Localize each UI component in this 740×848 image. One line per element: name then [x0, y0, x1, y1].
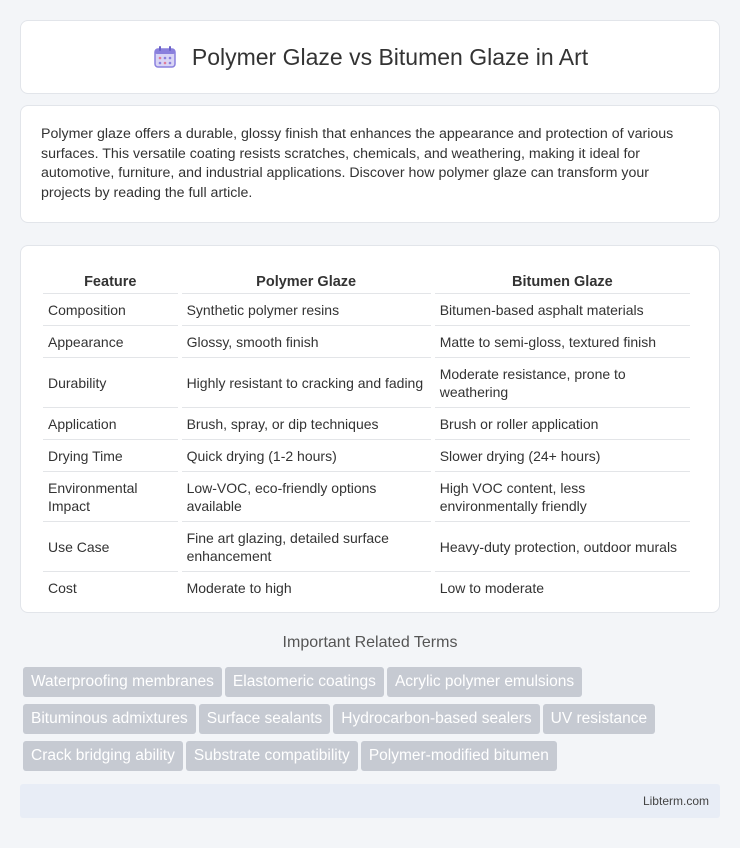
table-cell: Bitumen-based asphalt materials: [435, 293, 690, 324]
table-cell: Brush, spray, or dip techniques: [182, 407, 431, 438]
column-header: Bitumen Glaze: [512, 274, 613, 290]
intro-text: Polymer glaze offers a durable, glossy finish that enhances the appearance and protection of various surfaces. This versatile coating resists scratches, chemicals, and weathering, making it ideal for automotive, furniture, and industrial applications. Discover how polymer glaze can transform your projects by reading the full article.: [41, 126, 674, 201]
related-terms-list: [23, 667, 723, 778]
table-cell: Application: [43, 407, 178, 438]
table-row: [43, 325, 690, 356]
table-row: [43, 521, 690, 570]
table-row: [43, 357, 690, 406]
table-cell: Appearance: [43, 325, 178, 356]
table-row: [43, 293, 690, 324]
related-term-tag[interactable]: Polymer-modified bitumen: [361, 741, 557, 771]
comparison-table-card: [20, 245, 720, 613]
related-term-tag[interactable]: Acrylic polymer emulsions: [387, 667, 582, 697]
table-cell: High VOC content, less environmentally friendly: [435, 471, 690, 520]
table-cell: Slower drying (24+ hours): [435, 439, 690, 470]
header-card: [20, 20, 720, 94]
table-cell: Cost: [43, 571, 178, 602]
related-term-tag[interactable]: Waterproofing membranes: [23, 667, 222, 697]
table-cell: Synthetic polymer resins: [182, 293, 431, 324]
intro-card: [20, 105, 720, 223]
table-row: [43, 571, 690, 602]
table-row: [43, 439, 690, 470]
page-title: Polymer Glaze vs Bitumen Glaze in Art: [191, 43, 589, 70]
table-row: [43, 407, 690, 438]
table-cell: Use Case: [43, 521, 178, 570]
table-cell: Moderate resistance, prone to weathering: [435, 357, 690, 406]
column-header: Polymer Glaze: [256, 274, 357, 290]
table-cell: Glossy, smooth finish: [182, 325, 431, 356]
table-cell: Highly resistant to cracking and fading: [182, 357, 431, 406]
related-term-tag[interactable]: Bituminous admixtures: [23, 704, 196, 734]
table-cell: Low to moderate: [435, 571, 690, 602]
table-cell: Moderate to high: [182, 571, 431, 602]
table-cell: Quick drying (1-2 hours): [182, 439, 431, 470]
related-term-tag[interactable]: UV resistance: [543, 704, 655, 734]
column-header: Feature: [84, 274, 137, 290]
table-cell: Environmental Impact: [43, 471, 178, 520]
table-cell: Drying Time: [43, 439, 178, 470]
table-cell: Brush or roller application: [435, 407, 690, 438]
table-header-row: [43, 265, 690, 292]
table-cell: Fine art glazing, detailed surface enhancement: [182, 521, 431, 570]
footer: [20, 784, 720, 818]
related-terms-title: Important Related Terms: [282, 634, 458, 651]
table-cell: Durability: [43, 357, 178, 406]
table-cell: Composition: [43, 293, 178, 324]
table-cell: Low-VOC, eco-friendly options available: [182, 471, 431, 520]
comparison-table: [39, 264, 694, 603]
related-term-tag[interactable]: Surface sealants: [199, 704, 330, 734]
source-link[interactable]: Libterm.com: [642, 794, 709, 808]
table-row: [43, 471, 690, 520]
related-term-tag[interactable]: Elastomeric coatings: [225, 667, 384, 697]
related-term-tag[interactable]: Substrate compatibility: [186, 741, 358, 771]
calendar-icon: [152, 44, 178, 70]
table-cell: Heavy-duty protection, outdoor murals: [435, 521, 690, 570]
table-cell: Matte to semi-gloss, textured finish: [435, 325, 690, 356]
related-term-tag[interactable]: Hydrocarbon-based sealers: [333, 704, 539, 734]
related-term-tag[interactable]: Crack bridging ability: [23, 741, 183, 771]
